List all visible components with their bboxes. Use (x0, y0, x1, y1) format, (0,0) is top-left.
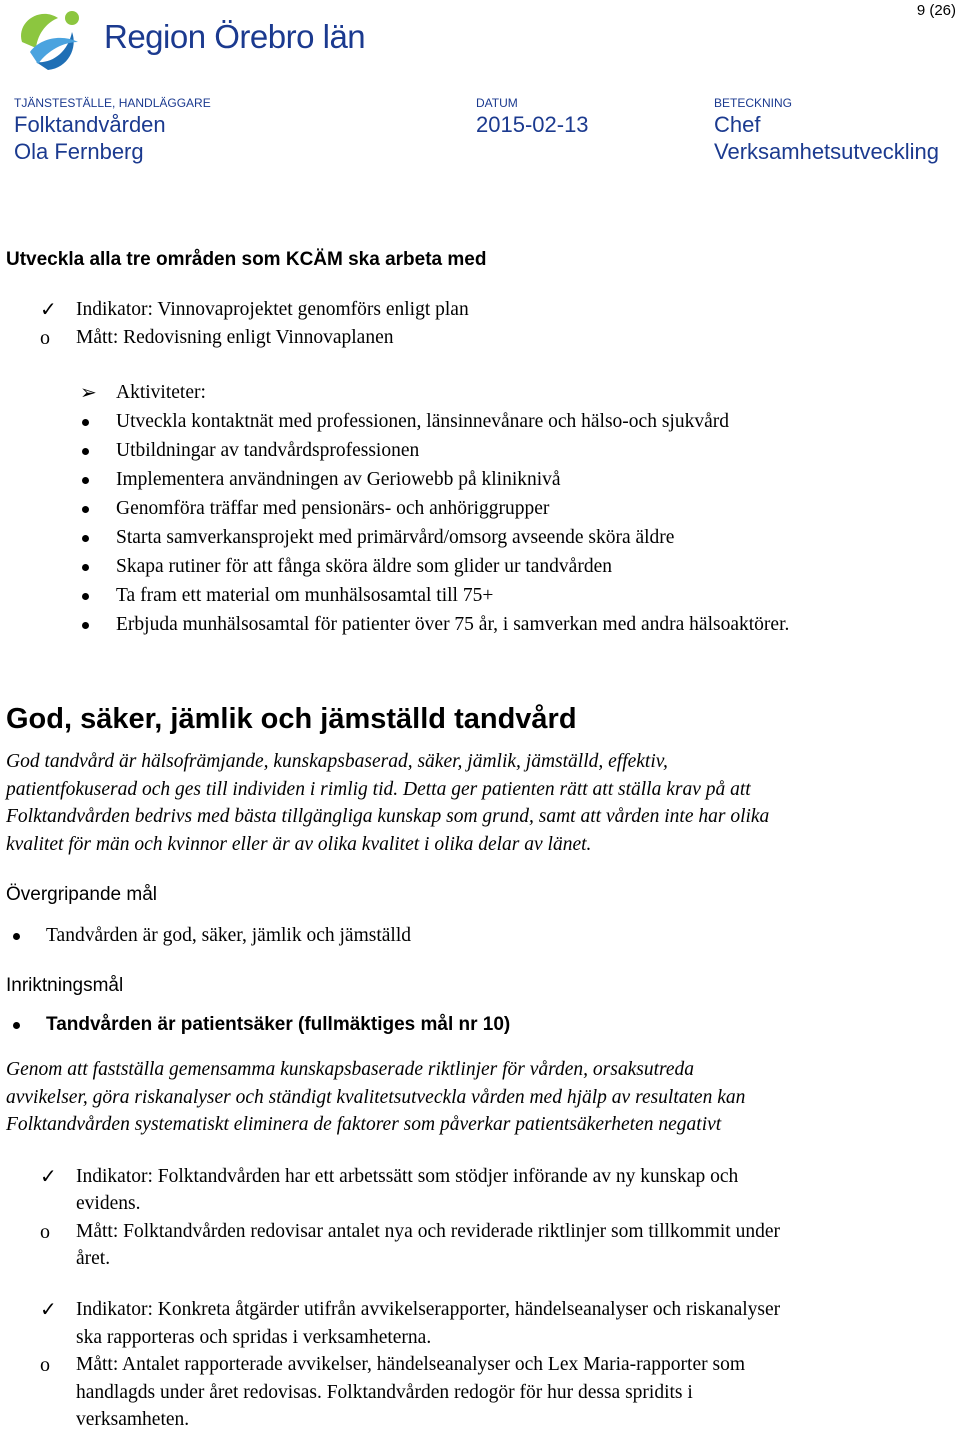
section1-indikator: Indikator: Vinnovaprojektet genomförs enligt plan (76, 299, 469, 320)
overgripande-heading: Övergripande mål (6, 884, 158, 905)
matt2-line: verksamheten. (76, 1409, 190, 1430)
activities-heading: Aktiviteter: (116, 382, 206, 403)
checkmark-icon: ✓ (40, 1166, 57, 1188)
header-tjanstestalle: Folktandvården (14, 112, 166, 137)
dot-bullet-icon (82, 564, 89, 571)
checkmark-icon: ✓ (40, 299, 57, 321)
activity-item: Skapa rutiner för att fånga sköra äldre som glider ur tandvården (116, 556, 612, 577)
inriktning-text-line: avvikelser, göra riskanalyser och ständigt kvalitetsutveckla vården med hjälp av resultaten kan (6, 1087, 746, 1108)
activity-item: Starta samverkansprojekt med primärvård/omsorg avseende sköra äldre (116, 527, 675, 548)
page-number: 9 (26) (916, 2, 956, 19)
logo-text: Region Örebro län (104, 18, 366, 55)
matt1-line: Mått: Folktandvården redovisar antalet nya och reviderade riktlinjer som tillkommit under (76, 1221, 780, 1242)
inriktning-text-line: Genom att fastställa gemensamma kunskapsbaserade riktlinjer för vården, orsaksutreda (6, 1059, 695, 1080)
overgripande-item: Tandvården är god, säker, jämlik och jämställd (46, 925, 411, 946)
circle-bullet-icon: o (40, 1354, 50, 1376)
arrow-bullet-icon: ➢ (80, 382, 97, 404)
matt1-line: året. (76, 1248, 111, 1269)
inriktning-text-line: Folktandvården systematiskt eliminera de faktorer som påverkar patientsäkerheten negativt (6, 1114, 722, 1135)
header-datum: 2015-02-13 (476, 112, 589, 137)
indikator2-line: Indikator: Konkreta åtgärder utifrån avvikelserapporter, händelseanalyser och riskanalyser (76, 1299, 781, 1320)
header-beteckning-1: Chef (714, 112, 761, 137)
dot-bullet-icon (82, 535, 89, 542)
matt2-line: Mått: Antalet rapporterade avvikelser, händelseanalyser och Lex Maria-rapporter som (76, 1354, 745, 1375)
dot-bullet-icon (82, 622, 89, 629)
dot-bullet-icon (82, 477, 89, 484)
activity-item: Ta fram ett material om munhälsosamtal till 75+ (116, 585, 494, 606)
section1-matt: Mått: Redovisning enligt Vinnovaplanen (76, 327, 394, 348)
header-label-handlaggare: TJÄNSTESTÄLLE, HANDLÄGGARE (14, 96, 211, 110)
inriktning-item: Tandvården är patientsäker (fullmäktiges mål nr 10) (46, 1014, 511, 1035)
section2-intro-line: patientfokuserad och ges till individen i rimlig tid. Detta ger patienten rätt att ställa krav på att (6, 779, 751, 800)
checkmark-icon: ✓ (40, 1299, 57, 1321)
inriktning-heading: Inriktningsmål (6, 975, 124, 996)
circle-bullet-icon: o (40, 327, 50, 349)
section2-intro-line: kvalitet för män och kvinnor eller är av olika kvalitet i olika delar av länet. (6, 834, 592, 855)
dot-bullet-icon (13, 1022, 20, 1029)
dot-bullet-icon (13, 933, 20, 940)
activity-item: Utbildningar av tandvårdsprofessionen (116, 440, 420, 461)
dot-bullet-icon (82, 448, 89, 455)
activity-item: Genomföra träffar med pensionärs- och anhöriggrupper (116, 498, 550, 519)
header-label-datum: DATUM (476, 96, 518, 110)
header-label-beteckning: BETECKNING (714, 96, 793, 110)
circle-bullet-icon: o (40, 1221, 50, 1243)
section2-intro-line: Folktandvården bedrivs med bästa tillgängliga kunskap som grund, samt att vården inte har olika (6, 806, 770, 827)
section1-heading: Utveckla alla tre områden som KCÄM ska arbeta med (6, 249, 487, 270)
dot-bullet-icon (82, 593, 89, 600)
matt2-line: handlagds under året redovisas. Folktandvården redogör för hur dessa spridits i (76, 1382, 693, 1403)
dot-bullet-icon (82, 419, 89, 426)
indikator1-line: Indikator: Folktandvården har ett arbetssätt som stödjer införande av ny kunskap och (76, 1166, 739, 1187)
activity-item: Erbjuda munhälsosamtal för patienter över 75 år, i samverkan med andra hälsoaktörer. (116, 614, 790, 635)
indikator2-line: ska rapporteras och spridas i verksamheterna. (76, 1327, 432, 1348)
header-handlaggare: Ola Fernberg (14, 139, 144, 164)
indikator1-line: evidens. (76, 1193, 141, 1214)
activity-item: Implementera användningen av Geriowebb på kliniknivå (116, 469, 561, 490)
section2-title: God, säker, jämlik och jämställd tandvård (6, 703, 577, 735)
section2-intro-line: God tandvård är hälsofrämjande, kunskapsbaserad, säker, jämlik, jämställd, effektiv, (6, 751, 668, 772)
region-logo-icon (12, 2, 100, 74)
header-beteckning-2: Verksamhetsutveckling (714, 139, 939, 164)
activity-item: Utveckla kontaktnät med professionen, länsinnevånare och hälso-och sjukvård (116, 411, 729, 432)
dot-bullet-icon (82, 506, 89, 513)
